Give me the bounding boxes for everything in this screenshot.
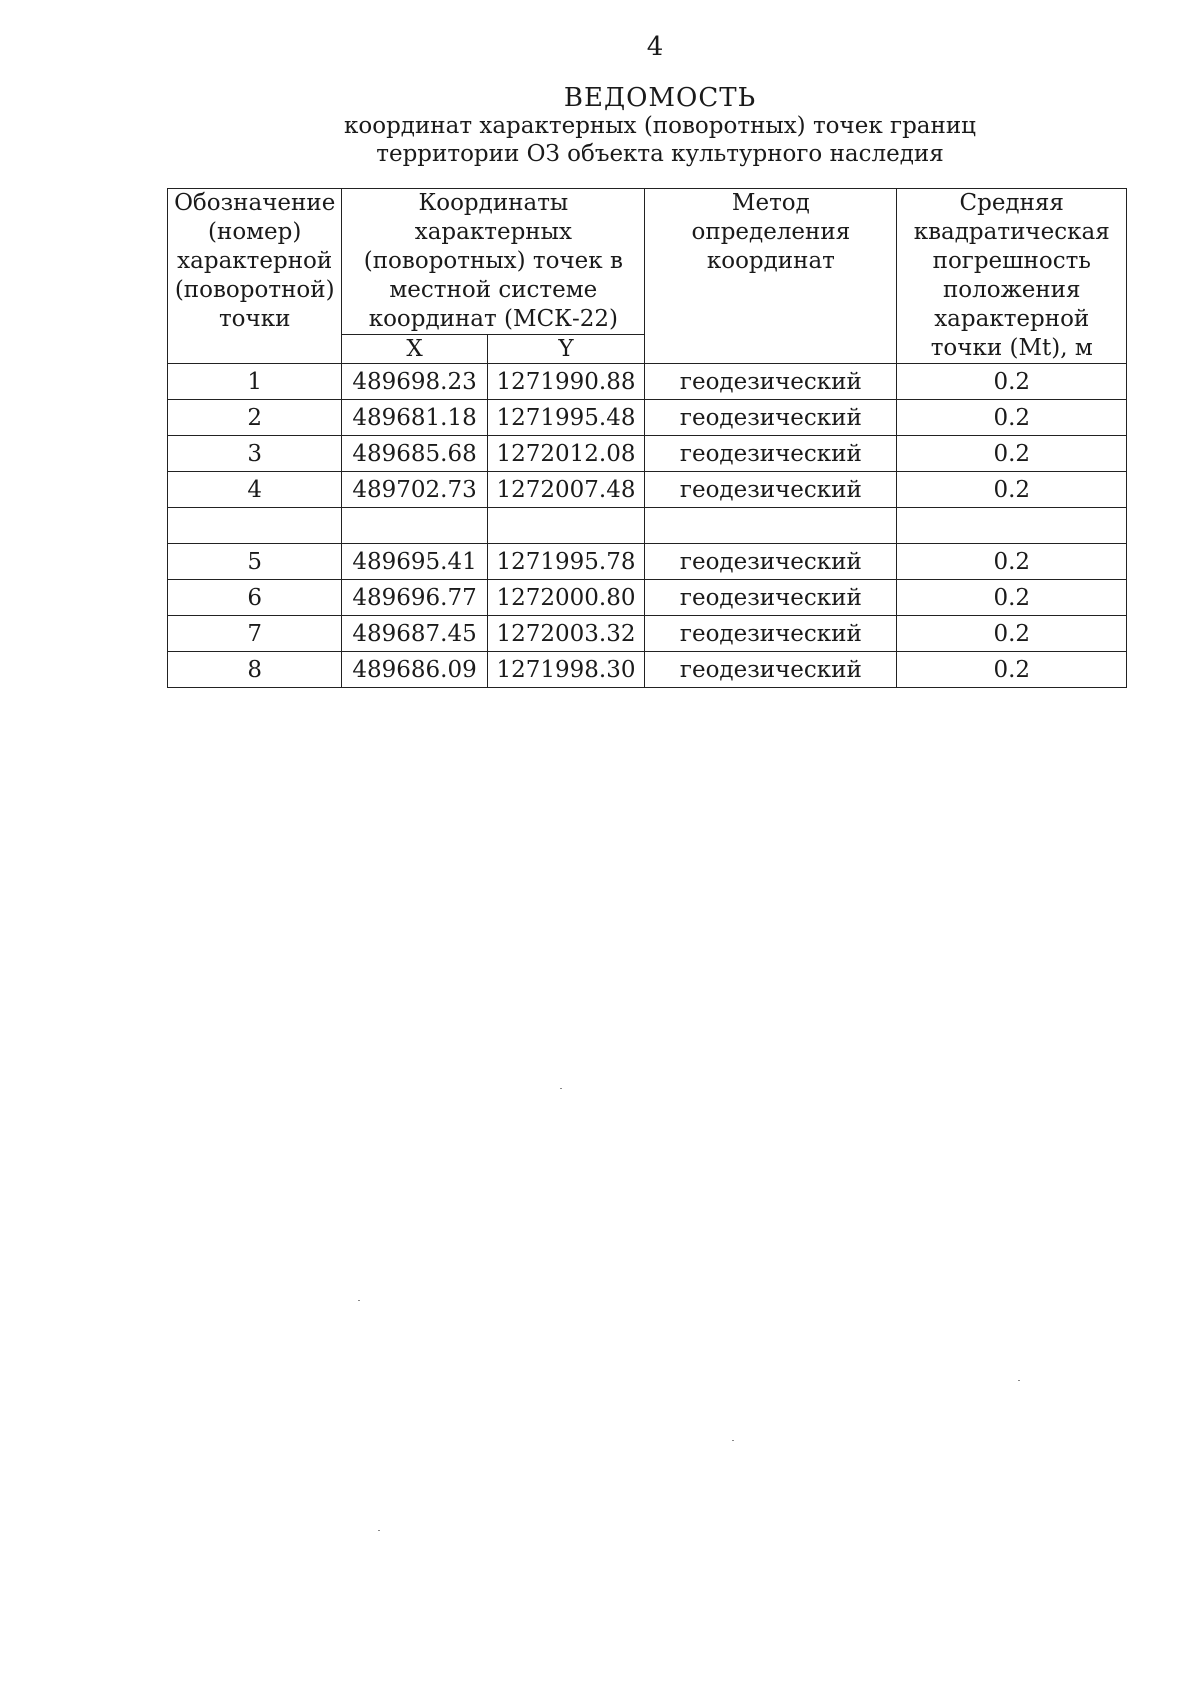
cell-method: геодезический: [645, 400, 897, 436]
document-subtitle-line-2: территории ОЗ объекта культурного наследия: [376, 141, 944, 167]
cell-point-id: 2: [168, 400, 342, 436]
scan-speck: [732, 1440, 734, 1441]
scan-speck: [378, 1530, 380, 1531]
cell-y: 1271998.30: [487, 652, 645, 688]
cell-error: 0.2: [897, 364, 1127, 400]
document-title: ВЕДОМОСТЬ: [563, 83, 757, 113]
cell-x: 489695.41: [342, 544, 487, 580]
cell-x: 489686.09: [342, 652, 487, 688]
cell-error: 0.2: [897, 436, 1127, 472]
cell-y: 1271995.78: [487, 544, 645, 580]
header-y: Y: [487, 335, 645, 364]
table-row: [168, 472, 1127, 508]
document-subtitle-line-1: координат характерных (поворотных) точек границ: [344, 113, 976, 139]
cell-y: 1272012.08: [487, 436, 645, 472]
cell-point-id: 1: [168, 364, 342, 400]
cell-error: 0.2: [897, 580, 1127, 616]
cell-error: 0.2: [897, 652, 1127, 688]
coordinates-table: [167, 188, 1127, 688]
cell-error: 0.2: [897, 472, 1127, 508]
cell-error: 0.2: [897, 400, 1127, 436]
cell-point-id: 7: [168, 616, 342, 652]
cell-error: 0.2: [897, 544, 1127, 580]
cell-y: 1271990.88: [487, 364, 645, 400]
cell-point-id: 4: [168, 472, 342, 508]
cell-x: 489687.45: [342, 616, 487, 652]
table-row: [168, 364, 1127, 400]
cell-x: 489698.23: [342, 364, 487, 400]
header-method: Метод определения координат: [645, 189, 897, 364]
page-number: 4: [646, 32, 664, 62]
cell-x: 489681.18: [342, 400, 487, 436]
cell-x: [342, 508, 487, 544]
scan-speck: [560, 1088, 562, 1089]
header-x: X: [342, 335, 487, 364]
cell-method: геодезический: [645, 436, 897, 472]
table-header-row: [168, 189, 1127, 335]
cell-method: геодезический: [645, 472, 897, 508]
cell-point-id: [168, 508, 342, 544]
table-row: [168, 544, 1127, 580]
table-row-empty: [168, 508, 1127, 544]
scan-speck: [1018, 1380, 1020, 1381]
table-row: [168, 436, 1127, 472]
cell-method: геодезический: [645, 616, 897, 652]
cell-y: 1272003.32: [487, 616, 645, 652]
cell-method: геодезический: [645, 544, 897, 580]
cell-point-id: 5: [168, 544, 342, 580]
table-row: [168, 580, 1127, 616]
cell-method: геодезический: [645, 580, 897, 616]
cell-method: геодезический: [645, 364, 897, 400]
table-row: [168, 400, 1127, 436]
cell-point-id: 8: [168, 652, 342, 688]
title-block: [300, 84, 1020, 168]
cell-point-id: 3: [168, 436, 342, 472]
cell-method: [645, 508, 897, 544]
cell-x: 489702.73: [342, 472, 487, 508]
scan-speck: [358, 1300, 360, 1301]
header-coordinates: Координаты характерных (поворотных) точек в местной системе координат (МСК-22): [342, 189, 645, 335]
cell-error: 0.2: [897, 616, 1127, 652]
cell-x: 489696.77: [342, 580, 487, 616]
table-row: [168, 652, 1127, 688]
cell-x: 489685.68: [342, 436, 487, 472]
cell-y: 1271995.48: [487, 400, 645, 436]
cell-y: 1272007.48: [487, 472, 645, 508]
cell-error: [897, 508, 1127, 544]
cell-y: 1272000.80: [487, 580, 645, 616]
table-row: [168, 616, 1127, 652]
header-point-id: Обозначение (номер) характерной (поворотной) точки: [168, 189, 342, 364]
cell-method: геодезический: [645, 652, 897, 688]
header-error: Средняя квадратическая погрешность положения характерной точки (Mt), м: [897, 189, 1127, 364]
cell-y: [487, 508, 645, 544]
cell-point-id: 6: [168, 580, 342, 616]
